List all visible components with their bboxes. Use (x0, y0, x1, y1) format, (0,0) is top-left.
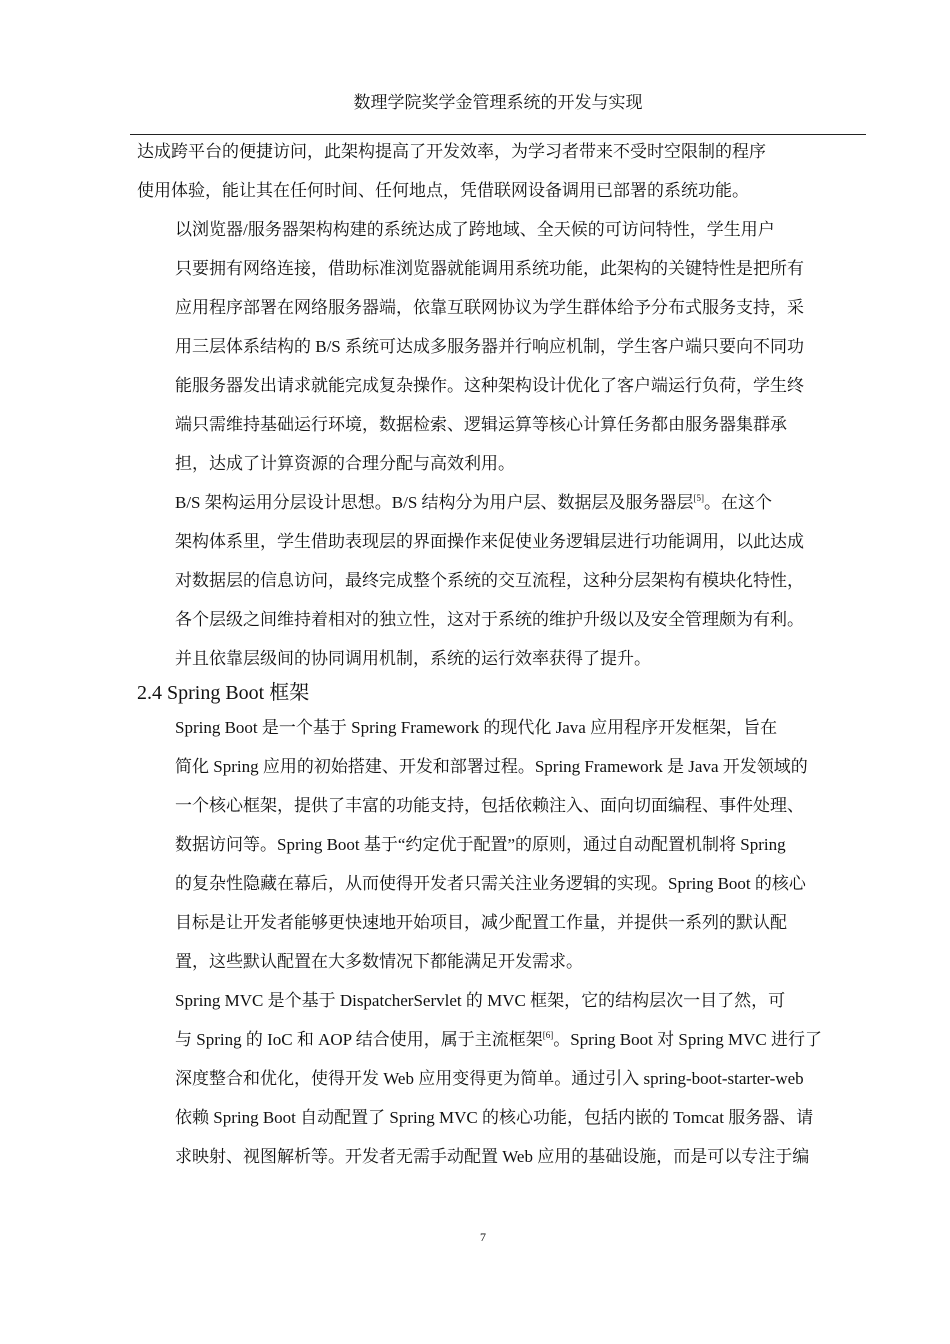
text-line: 应用程序部署在网络服务器端，依靠互联网协议为学生群体给予分布式服务支持，采 (175, 298, 804, 317)
text-line: 并且依靠层级间的协同调用机制，系统的运行效率获得了提升。 (175, 649, 651, 668)
text-line: 目标是让开发者能够更快速地开始项目，减少配置工作量，并提供一系列的默认配 (175, 913, 787, 932)
text-line: 使用体验，能让其在任何时间、任何地点，凭借联网设备调用已部署的系统功能。 (137, 181, 749, 200)
text-line: Spring MVC 是个基于 DispatcherServlet 的 MVC 框架，它的结构层次一目了然，可 (175, 991, 786, 1010)
text-line: Spring Boot 是一个基于 Spring Framework 的现代化 Java 应用程序开发框架，旨在 (175, 718, 778, 737)
text-line: 的复杂性隐藏在幕后，从而使得开发者只需关注业务逻辑的实现。Spring Boot 的核心 (175, 874, 806, 893)
text-line: 担，达成了计算资源的合理分配与高效利用。 (175, 454, 515, 473)
paragraph-1 (137, 132, 857, 210)
text-line: 达成跨平台的便捷访问，此架构提高了开发效率，为学习者带来不受时空限制的程序 (137, 142, 766, 161)
text-line (137, 483, 857, 522)
text-line: 简化 Spring 应用的初始搭建、开发和部署过程。Spring Framework 是 Java 开发领域的 (175, 757, 808, 776)
text-line: 只要拥有网络连接，借助标准浏览器就能调用系统功能，此架构的关键特性是把所有 (175, 259, 804, 278)
main-text (137, 132, 857, 1176)
text-line: 架构体系里，学生借助表现层的界面操作来促使业务逻辑层进行功能调用，以此达成 (175, 532, 804, 551)
text-line: 用三层体系结构的 B/S 系统可达成多服务器并行响应机制，学生客户端只要向不同功 (175, 337, 805, 356)
text-line: 一个核心框架，提供了丰富的功能支持，包括依赖注入、面向切面编程、事件处理、 (175, 796, 804, 815)
text-line: 依赖 Spring Boot 自动配置了 Spring MVC 的核心功能，包括内嵌的 Tomcat 服务器、请 (175, 1108, 814, 1127)
text-line: 各个层级之间维持着相对的独立性，这对于系统的维护升级以及安全管理颇为有利。 (175, 610, 804, 629)
paragraph-4 (137, 708, 857, 981)
text-line: 数据访问等。Spring Boot 基于“约定优于配置”的原则，通过自动配置机制将 Spring (175, 835, 786, 854)
text-line (137, 1020, 857, 1059)
citation: [6] (542, 1030, 554, 1040)
text-segment: 。在这个 (704, 493, 773, 512)
text-line: 以浏览器/服务器架构构建的系统达成了跨地域、全天候的可访问特性，学生用户 (175, 220, 775, 239)
paragraph-2 (137, 210, 857, 483)
paragraph-5 (137, 981, 857, 1176)
page-number: 7 (480, 1230, 486, 1244)
text-line: 求映射、视图解析等。开发者无需手动配置 Web 应用的基础设施，而是可以专注于编 (175, 1147, 810, 1166)
citation: [5] (693, 493, 705, 503)
text-line: 对数据层的信息访问，最终完成整个系统的交互流程，这种分层架构有模块化特性， (175, 571, 804, 590)
running-header: 数理学院奖学金管理系统的开发与实现 (353, 93, 643, 112)
text-segment: 。Spring Boot 对 Spring MVC 进行了 (553, 1030, 822, 1049)
text-segment: B/S 架构运用分层设计思想。B/S 结构分为用户层、数据层及服务器层 (175, 493, 694, 512)
text-line: 端只需维持基础运行环境，数据检索、逻辑运算等核心计算任务都由服务器集群承 (175, 415, 787, 434)
section-heading: 2.4 Spring Boot 框架 (137, 682, 310, 704)
text-line: 置，这些默认配置在大多数情况下都能满足开发需求。 (175, 952, 583, 971)
text-segment: 与 Spring 的 IoC 和 AOP 结合使用，属于主流框架 (175, 1030, 543, 1049)
text-line: 深度整合和优化，使得开发 Web 应用变得更为简单。通过引入 spring-boot-starter-web (175, 1069, 804, 1088)
paragraph-3 (137, 483, 857, 678)
text-line: 能服务器发出请求就能完成复杂操作。这种架构设计优化了客户端运行负荷，学生终 (175, 376, 804, 395)
